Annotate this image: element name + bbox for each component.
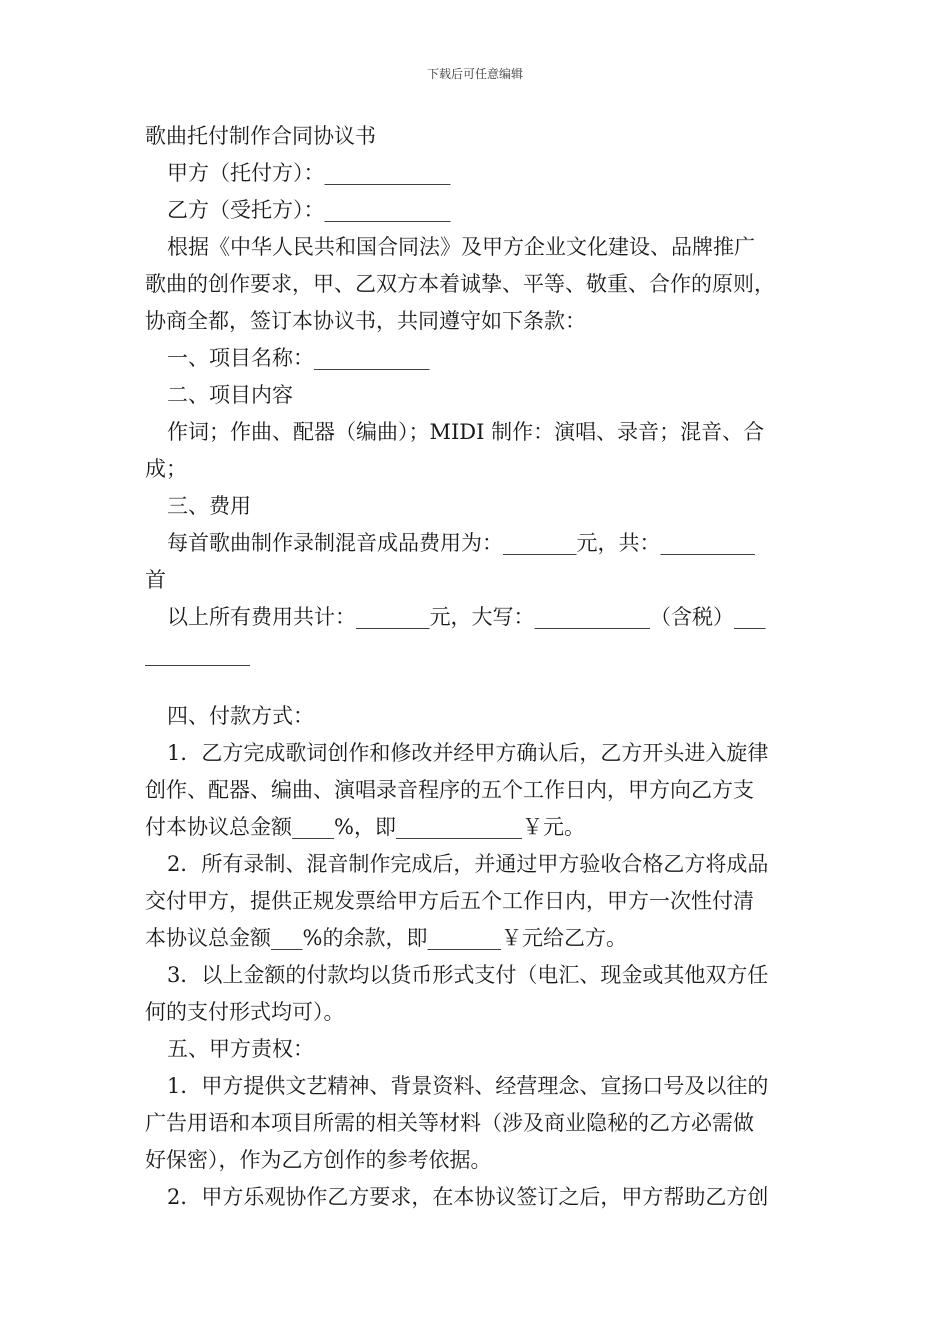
section-2-line-1: 作词；作曲、配器（编曲）；MIDI 制作：演唱、录音；混音、合 [167, 420, 765, 444]
section-3-heading: 三、费用 [167, 494, 251, 518]
fee-line-1: 每首歌曲制作录制混音成品费用为：_______元，共：_________ [167, 531, 755, 555]
payment-1-line-1: 1．乙方完成歌词创作和修改并经甲方确认后，乙方开头进入旋律 [167, 741, 769, 765]
section-1-heading: 一、项目名称：___________ [167, 346, 430, 370]
payment-2-line-1: 2．所有录制、混音制作完成后，并通过甲方验收合格乙方将成品 [167, 852, 769, 876]
document-title: 歌曲托付制作合同协议书 [145, 124, 376, 148]
payment-3-line-2: 何的支付形式均可）。 [145, 1000, 345, 1024]
payment-2-line-3: 本协议总金额___%的余款，即_______￥元给乙方。 [145, 926, 627, 950]
fee-line-2: 首 [145, 568, 166, 592]
party-a-line: 甲方（托付方）：____________ [167, 161, 451, 185]
section-2-heading: 二、项目内容 [167, 383, 293, 407]
total-line-1: 以上所有费用共计：_______元，大写：___________（含税）___ [167, 605, 766, 629]
payment-2-line-2: 交付甲方，提供正规发票给甲方后五个工作日内，甲方一次性付清 [145, 889, 754, 913]
duty-1-line-3: 好保密），作为乙方创作的参考依据。 [145, 1148, 492, 1172]
duty-1-line-2: 广告用语和本项目所需的相关等材料（涉及商业隐秘的乙方必需做 [145, 1111, 754, 1135]
intro-line-1: 根据《中华人民共和国合同法》及甲方企业文化建设、品牌推广 [167, 235, 755, 259]
paragraph-spacer [145, 673, 810, 698]
section-5-heading: 五、甲方责权： [167, 1037, 314, 1061]
intro-line-3: 协商全都，签订本协议书，共同遵守如下条款： [145, 309, 586, 333]
payment-3-line-1: 3．以上金额的付款均以货币形式支付（电汇、现金或其他双方任 [167, 963, 769, 987]
intro-line-2: 歌曲的创作要求，甲、乙双方本着诚挚、平等、敬重、合作的原则， [145, 272, 775, 296]
section-2-line-2: 成； [145, 457, 187, 481]
document-body [145, 118, 810, 1216]
payment-1-line-3: 付本协议总金额____%，即____________￥元。 [145, 815, 585, 839]
duty-2-line-1: 2．甲方乐观协作乙方要求，在本协议签订之后，甲方帮助乙方创 [167, 1185, 769, 1209]
header-note: 下载后可任意编辑 [426, 67, 523, 81]
payment-1-line-2: 创作、配器、编曲、演唱录音程序的五个工作日内，甲方向乙方支 [145, 778, 754, 802]
party-b-line: 乙方（受托方）：____________ [167, 198, 451, 222]
duty-1-line-1: 1．甲方提供文艺精神、背景资料、经营理念、宣扬口号及以往的 [167, 1074, 769, 1098]
section-4-heading: 四、付款方式： [167, 704, 314, 728]
total-line-2: __________ [145, 642, 250, 666]
